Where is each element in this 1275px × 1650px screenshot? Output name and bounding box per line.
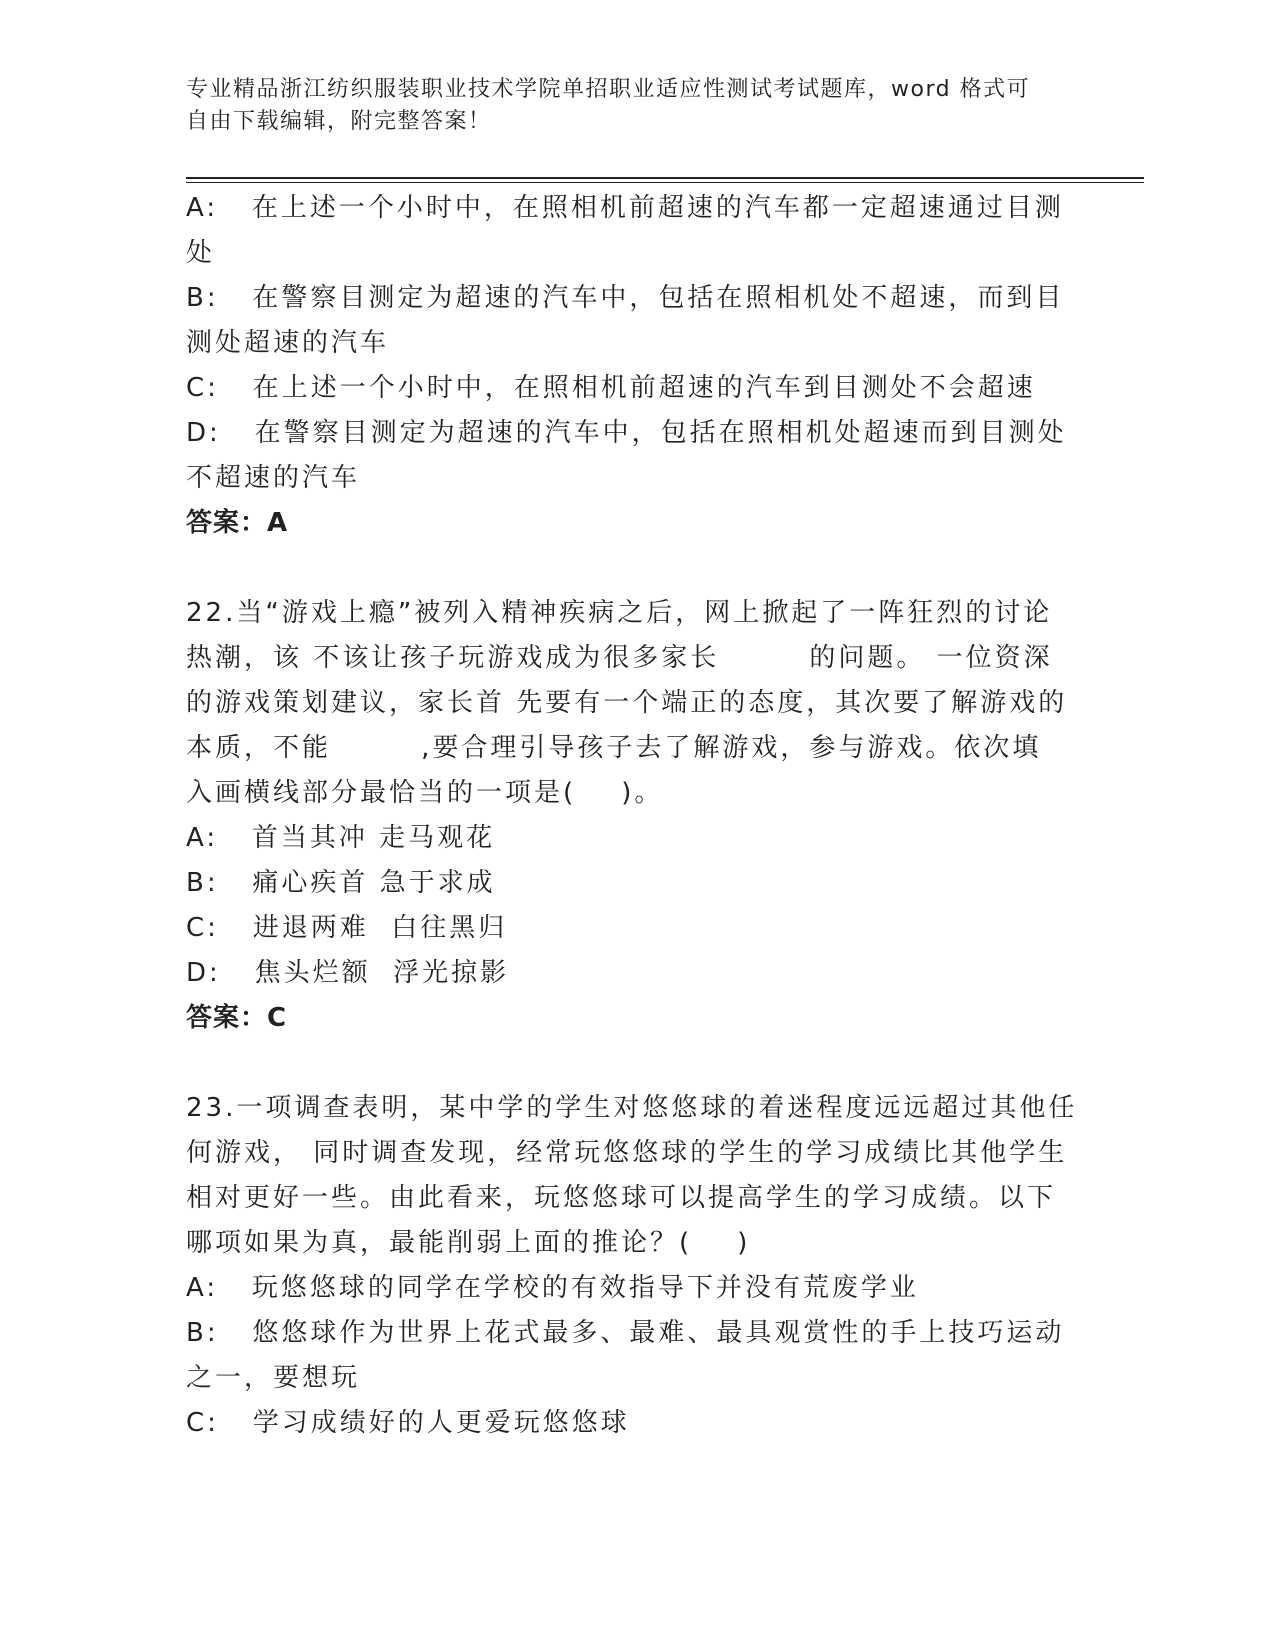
header-line-1: 专业精品浙江纺织服装职业技术学院单招职业适应性测试考试题库，word 格式可 [186,77,1031,102]
option-b-line-2: 之一，要想玩 [186,1363,361,1393]
option-d-line-2: 不超速的汽车 [186,463,361,493]
option-c: C: 学习成绩好的人更爱玩悠悠球 [186,1408,630,1438]
question-stem-line: 何游戏， 同时调查发现，经常玩悠悠球的学生的学习成绩比其他学生 [186,1138,1068,1168]
question-23 [186,1086,1078,1446]
document-header [186,74,1046,138]
question-stem-line: 23.一项调查表明，某中学的学生对悠悠球的着迷程度远远超过其他任 [186,1093,1078,1123]
option-b: B: 痛心疾首 急于求成 [186,868,496,898]
option-a: A: 首当其冲 走马观花 [186,823,496,853]
option-a [186,186,1066,276]
question-stem-line: 热潮，该 不该让孩子玩游戏成为很多家长 的问题。 一位资深 [186,643,1053,673]
option-a-line-1: A: 在上述一个小时中，在照相机前超速的汽车都一定超速通过目测 [186,193,1064,223]
option-a: A: 玩悠悠球的同学在学校的有效指导下并没有荒废学业 [186,1273,919,1303]
option-d: D: 焦头烂额 浮光掠影 [186,958,510,988]
prev-question [186,186,1066,546]
answer-label: 答案：C [186,1003,288,1033]
document-body [186,186,1078,1446]
header-divider-thin [186,182,1144,183]
header-line-2: 自由下载编辑，附完整答案！ [186,109,492,134]
spacer [186,546,1066,591]
question-stem-line: 的游戏策划建议，家长首 先要有一个端正的态度，其次要了解游戏的 [186,688,1068,718]
option-b-line-1: B: 悠悠球作为世界上花式最多、最难、最具观赏性的手上技巧运动 [186,1318,1065,1348]
question-stem-line: 哪项如果为真，最能削弱上面的推论？( ) [186,1228,751,1258]
header-divider-thick [186,177,1144,179]
option-c [186,366,1066,411]
option-b-line-1: B: 在警察目测定为超速的汽车中，包括在照相机处不超速，而到目 [186,283,1065,313]
option-d-line-1: D: 在警察目测定为超速的汽车中，包括在照相机处超速而到目测处 [186,418,1067,448]
question-stem-line: 相对更好一些。由此看来，玩悠悠球可以提高学生的学习成绩。以下 [186,1183,1057,1213]
option-a-line-2: 处 [186,238,216,268]
question-stem-line: 入画横线部分最恰当的一项是( )。 [186,778,664,808]
question-22 [186,591,1066,1041]
question-stem-line: 本质，不能 ,要合理引导孩子去了解游戏，参与游戏。依次填 [186,733,1042,763]
option-c: C: 进退两难 白往黑归 [186,913,508,943]
answer-label: 答案：A [186,508,289,538]
option-c-line-1: C: 在上述一个小时中，在照相机前超速的汽车到目测处不会超速 [186,373,1036,403]
option-b [186,276,1066,366]
option-b-line-2: 测处超速的汽车 [186,328,390,358]
question-stem-line: 22.当“游戏上瘾”被列入精神疾病之后，网上掀起了一阵狂烈的讨论 [186,598,1053,628]
option-d [186,411,1066,501]
spacer [186,1041,1066,1086]
